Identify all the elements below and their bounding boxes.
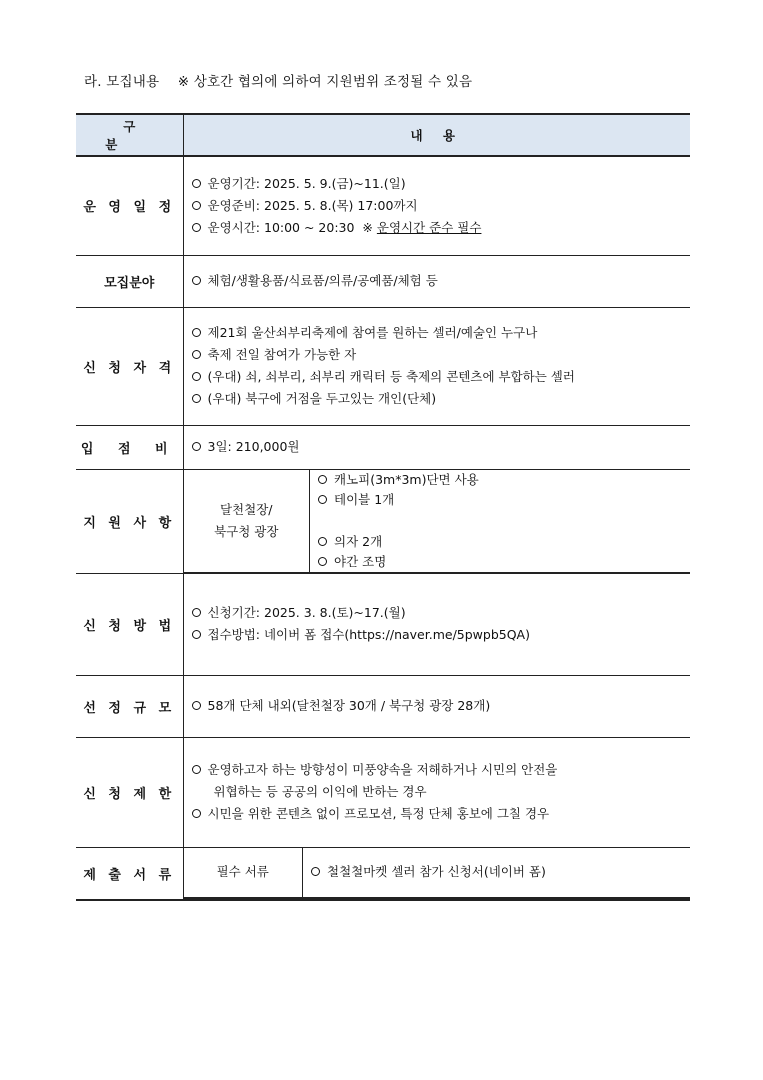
row-label-scale: 선 정 규 모 — [83, 700, 176, 716]
list-item-continuation: 위협하는 등 공공의 이익에 반하는 경우 — [213, 784, 427, 799]
hollow-circle-bullet-icon — [192, 201, 201, 210]
list-item: 3일: 210,000원 — [192, 436, 691, 458]
list-item: 철철철마켓 셀러 참가 신청서(네이버 폼) — [311, 861, 690, 883]
hollow-circle-bullet-icon — [318, 557, 327, 566]
hollow-circle-bullet-icon — [192, 179, 201, 188]
list-item: 의자 2개 — [318, 532, 508, 552]
row-label-restriction: 신 청 제 한 — [83, 786, 176, 802]
hollow-circle-bullet-icon — [192, 765, 201, 774]
list-item: 58개 단체 내외(달천철장 30개 / 북구청 광장 28개) — [192, 695, 691, 717]
row-label-documents: 제 출 서 류 — [83, 867, 176, 883]
list-item: 운영하고자 하는 방향성이 미풍양속을 저해하거나 시민의 안전을 — [192, 759, 691, 781]
list-item: 테이블 1개 — [318, 490, 508, 510]
section-heading — [84, 70, 472, 90]
list-item: (우대) 북구에 거점을 두고있는 개인(단체) — [192, 388, 691, 410]
table-row-method — [76, 573, 690, 675]
reference-mark-icon: ※ — [362, 219, 373, 235]
hollow-circle-bullet-icon — [192, 442, 201, 451]
table-row-documents — [76, 847, 690, 900]
heading-note-text: 상호간 협의에 의하여 지원범위 조정될 수 있음 — [193, 74, 473, 90]
table-row-eligibility — [76, 307, 690, 425]
row-label-fee: 입 점 비 — [80, 441, 178, 457]
row-label-eligibility: 신 청 자 격 — [83, 360, 176, 376]
table-header-row — [76, 114, 690, 156]
header-category: 구 분 — [105, 119, 172, 152]
table-row-restriction — [76, 737, 690, 847]
hollow-circle-bullet-icon — [311, 867, 320, 876]
hollow-circle-bullet-icon — [192, 608, 201, 617]
row-label-schedule: 운 영 일 정 — [83, 200, 176, 216]
table-row-scale — [76, 675, 690, 737]
list-item: 체험/생활용품/식료품/의류/공예품/체험 등 — [192, 270, 691, 292]
table-row-fee — [76, 425, 690, 469]
list-item: 접수방법: 네이버 폼 접수(https://naver.me/5pwpb5QA) — [192, 624, 691, 646]
list-item: 운영준비: 2025. 5. 8.(목) 17:00까지 — [192, 195, 691, 217]
support-location: 달천철장/ 북구청 광장 — [184, 470, 310, 573]
hollow-circle-bullet-icon — [192, 350, 201, 359]
table-row-schedule — [76, 156, 690, 255]
list-item: 운영시간: 10:00 ~ 20:30 ※ 운영시간 준수 필수 — [192, 217, 691, 239]
row-label-method: 신 청 방 법 — [83, 618, 176, 634]
list-item: (우대) 쇠, 쇠부리, 쇠부리 캐릭터 등 축제의 콘텐츠에 부합하는 셀러 — [192, 366, 691, 388]
hollow-circle-bullet-icon — [192, 276, 201, 285]
row-label-support: 지 원 사 항 — [83, 515, 176, 531]
heading-note — [178, 74, 473, 90]
table-row-support — [76, 469, 690, 573]
hollow-circle-bullet-icon — [192, 809, 201, 818]
list-item: 제21회 울산쇠부리축제에 참여를 원하는 셀러/예술인 누구나 — [192, 322, 691, 344]
hollow-circle-bullet-icon — [318, 495, 327, 504]
list-item: 캐노피(3m*3m)단면 사용 — [318, 470, 508, 490]
list-item: 신청기간: 2025. 3. 8.(토)~17.(월) — [192, 602, 691, 624]
hollow-circle-bullet-icon — [192, 394, 201, 403]
list-item: 야간 조명 — [318, 552, 508, 572]
hollow-circle-bullet-icon — [318, 475, 327, 484]
recruitment-table — [76, 113, 690, 901]
hours-note: 운영시간 준수 필수 — [376, 219, 482, 235]
table-row-category — [76, 255, 690, 307]
documents-sub-label: 필수 서류 — [184, 848, 303, 898]
hollow-circle-bullet-icon — [192, 372, 201, 381]
documents-subtable — [184, 848, 691, 899]
row-label-category: 모집분야 — [104, 275, 155, 291]
hollow-circle-bullet-icon — [192, 223, 201, 232]
reference-mark-icon: ※ — [177, 74, 190, 90]
section-title: 라. 모집내용 — [84, 74, 160, 90]
hollow-circle-bullet-icon — [192, 701, 201, 710]
list-item: 시민을 위한 콘텐츠 없이 프로모션, 특정 단체 홍보에 그칠 경우 — [192, 803, 691, 825]
list-item: 축제 전일 참여가 가능한 자 — [192, 344, 691, 366]
hollow-circle-bullet-icon — [192, 630, 201, 639]
list-item: 운영기간: 2025. 5. 9.(금)~11.(일) — [192, 173, 691, 195]
hollow-circle-bullet-icon — [192, 328, 201, 337]
header-content: 내 용 — [410, 128, 463, 143]
hollow-circle-bullet-icon — [318, 537, 327, 546]
support-subtable — [184, 470, 691, 573]
